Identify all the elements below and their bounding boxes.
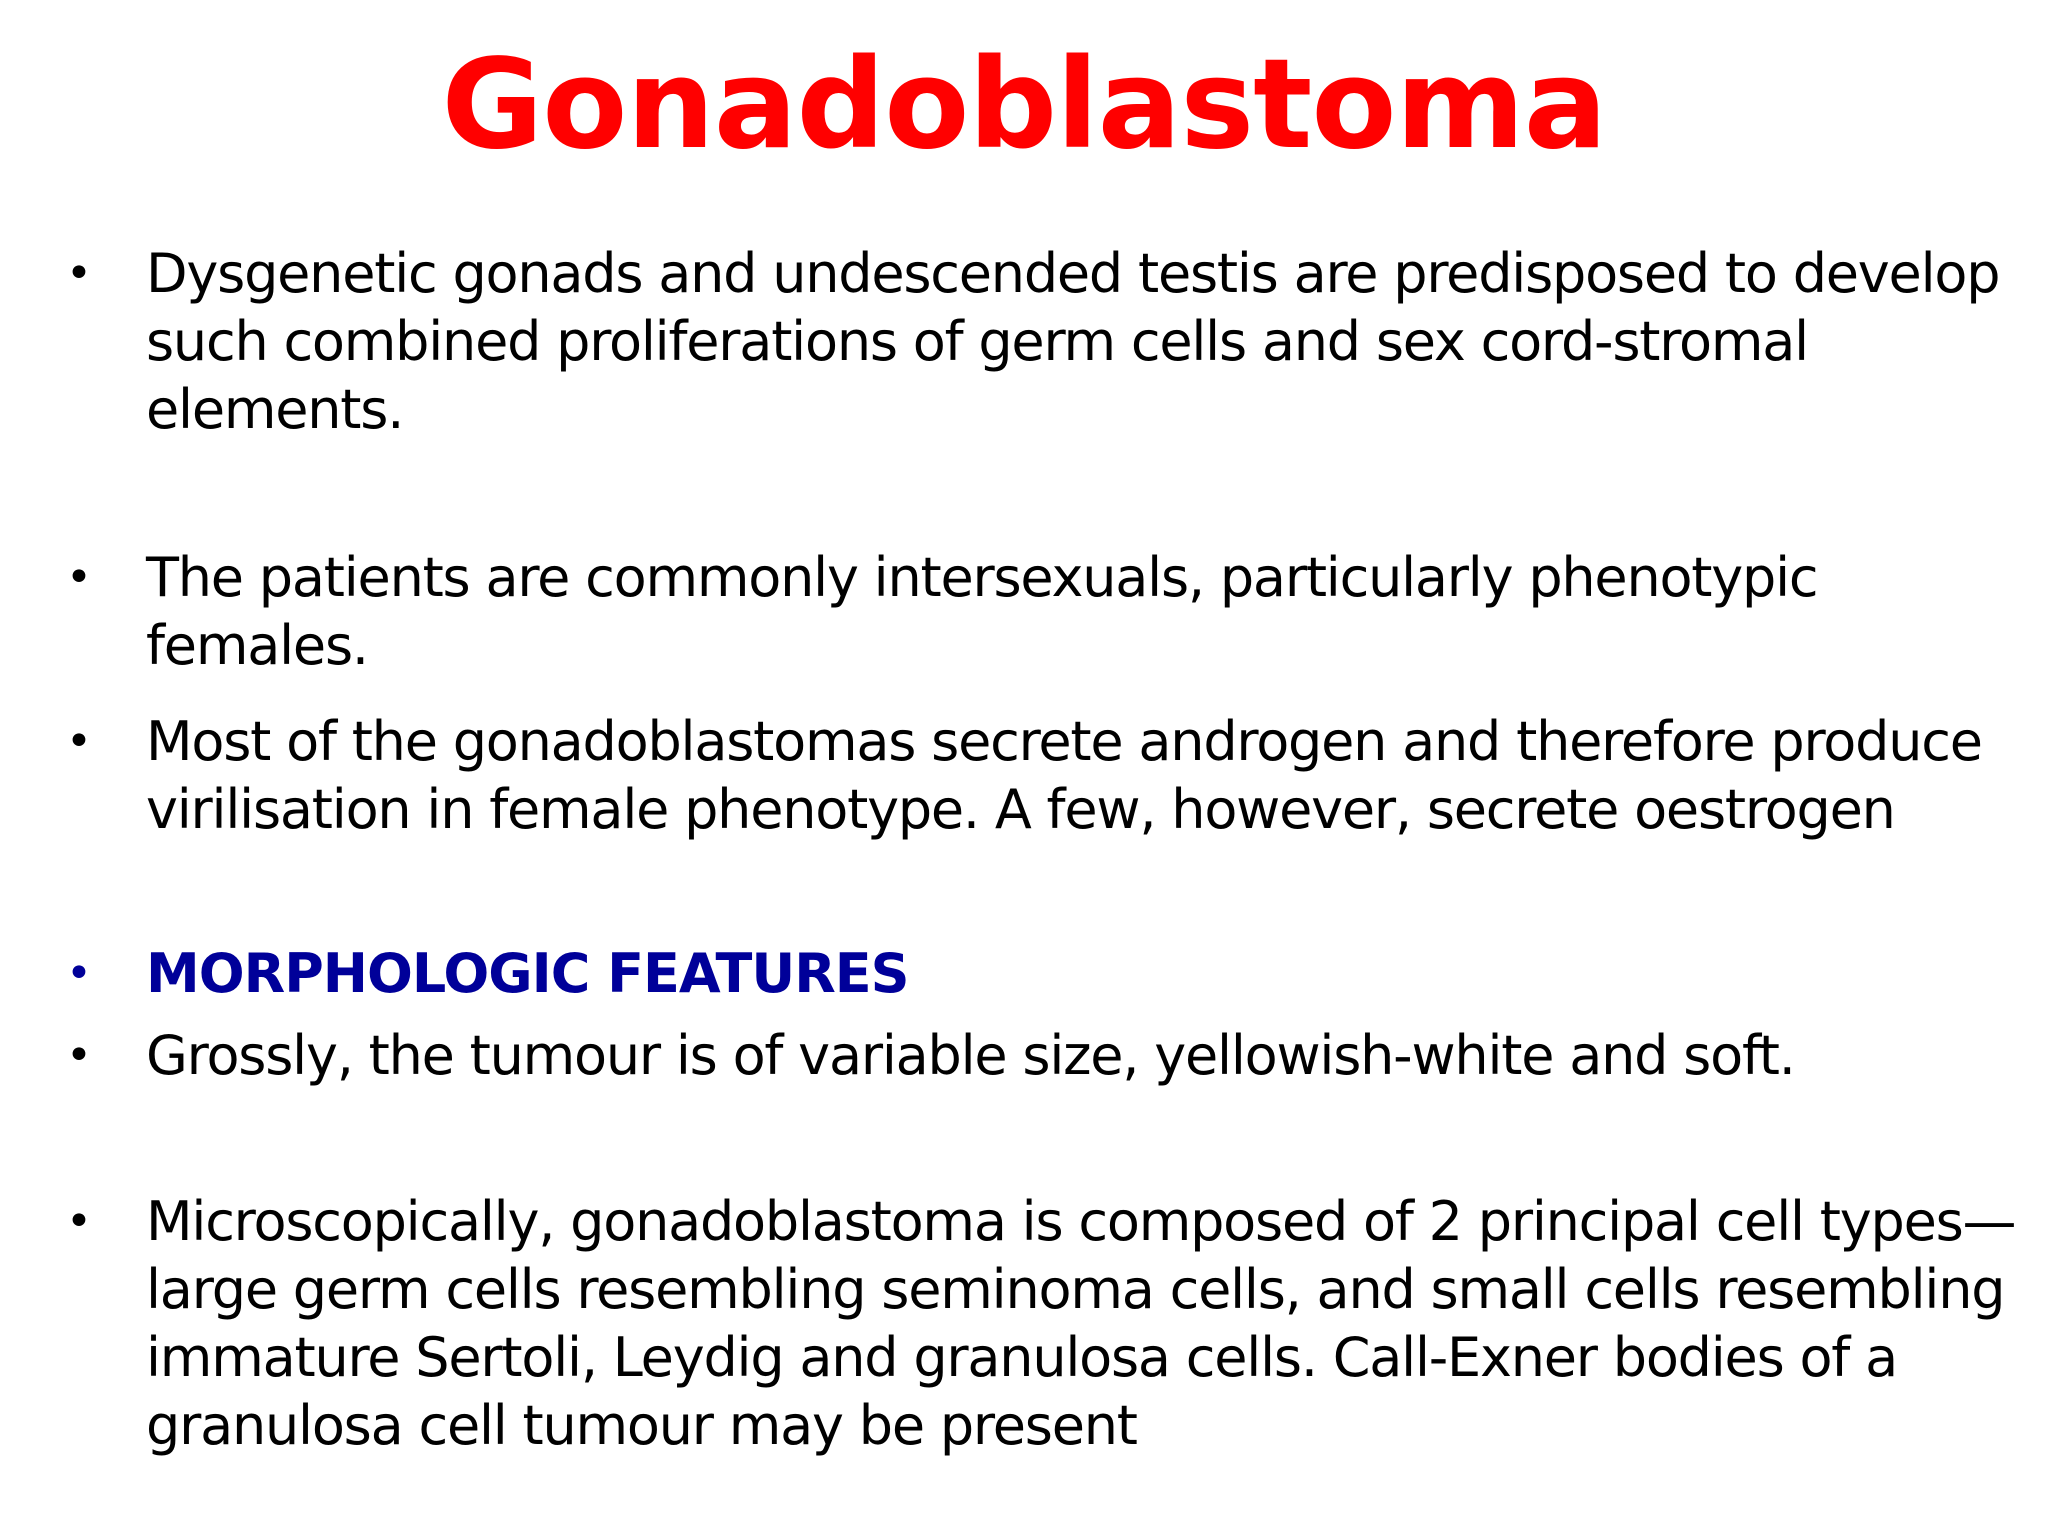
bullet-dot: • — [66, 552, 92, 603]
section-heading: MORPHOLOGIC FEATURES — [146, 942, 909, 1005]
bullet-text: Most of the gonadoblastomas secrete androgen and therefore produce virilisation in female phenotype. A few, however, secrete oestrogen — [146, 710, 1982, 841]
bullet-text: The patients are commonly intersexuals, particularly phenotypic females. — [146, 546, 1818, 677]
bullet-dot: • — [66, 1030, 92, 1081]
bullet-dot: • — [66, 948, 92, 999]
bullet-dot: • — [66, 716, 92, 767]
bullet-text: Microscopically, gonadoblastoma is composed of 2 principal cell types—large germ cells resembling seminoma cells, and small cells resembling immature Sertoli, Leydig and granulosa cells. Call-Exner bodies of a granulosa cell tumour may be present — [146, 1190, 2016, 1457]
bullet-dot: • — [66, 248, 92, 299]
bullet-dot: • — [66, 1196, 92, 1247]
bullet-text: Grossly, the tumour is of variable size, yellowish-white and soft. — [146, 1024, 1795, 1087]
slide-title: Gonadoblastoma — [441, 33, 1607, 177]
bullet-text: Dysgenetic gonads and undescended testis are predisposed to develop such combined proliferations of germ cells and sex cord-stromal elements. — [146, 242, 2000, 441]
